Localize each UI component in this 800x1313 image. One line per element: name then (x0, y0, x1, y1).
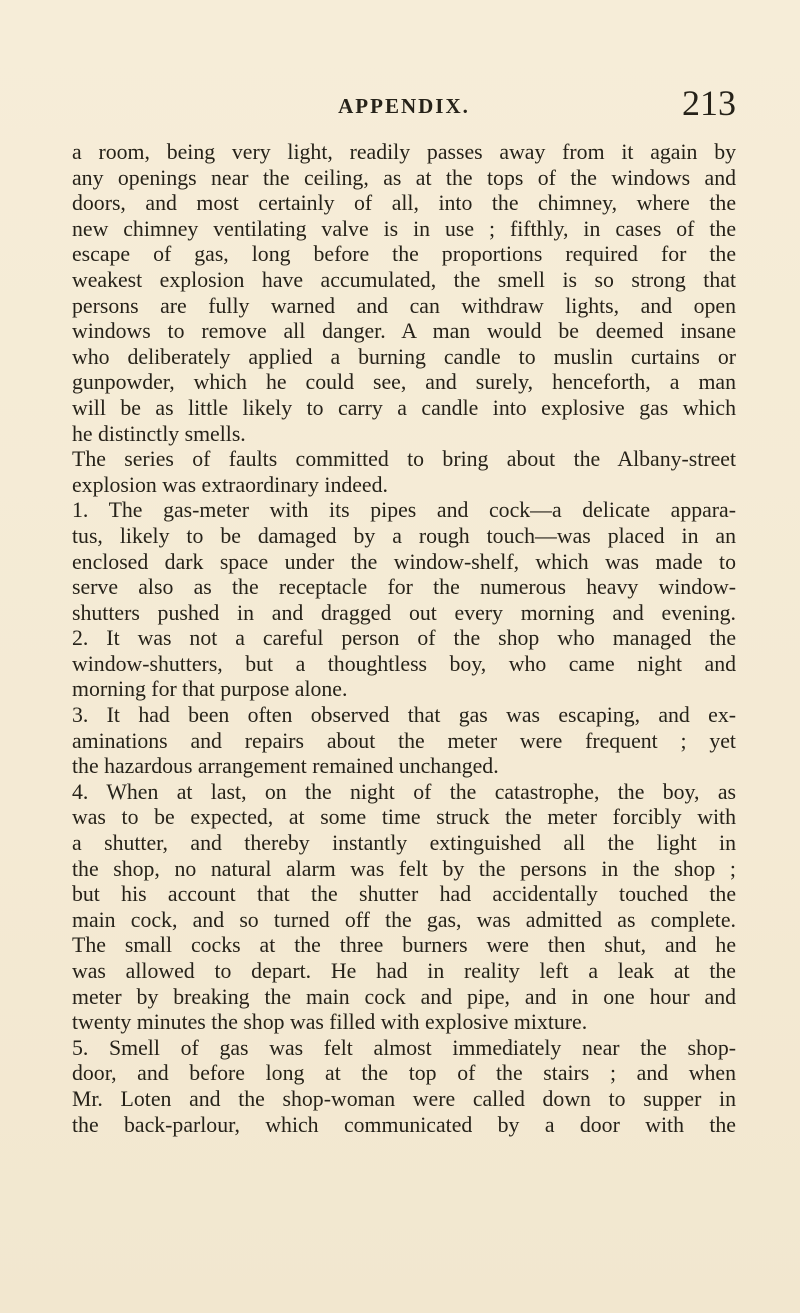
text-line: persons are fully warned and can withdraw lights, and open (72, 293, 736, 318)
text-line: but his account that the shutter had accidentally touched the (72, 882, 736, 907)
text-line: The small cocks at the three burners were then shut, and he (72, 933, 736, 958)
text-line: window-shutters, but a thoughtless boy, who came night and (72, 651, 736, 676)
text-line: main cock, and so turned off the gas, was admitted as complete. (72, 907, 736, 932)
text-line: explosion was extraordinary indeed. (72, 472, 388, 497)
text-line: Mr. Loten and the shop-woman were called down to supper in (72, 1086, 736, 1111)
text-line: gunpowder, which he could see, and surely, henceforth, a man (72, 370, 736, 395)
text-line: windows to remove all danger. A man would be deemed insane (72, 319, 736, 344)
text-line: 2. It was not a careful person of the shop who managed the (72, 626, 736, 651)
body-text (72, 140, 736, 1138)
text-line: the shop, no natural alarm was felt by the persons in the shop ; (72, 856, 736, 881)
text-line: The series of faults committed to bring about the Albany-street (72, 447, 736, 472)
page-header (72, 83, 736, 128)
text-line: any openings near the ceiling, as at the tops of the windows and (72, 165, 736, 190)
text-line: new chimney ventilating valve is in use ; fifthly, in cases of the (72, 216, 736, 241)
text-line: escape of gas, long before the proportions required for the (72, 242, 736, 267)
text-line: 1. The gas-meter with its pipes and cock—a delicate appara- (72, 498, 736, 523)
text-line: who deliberately applied a burning candle to muslin curtains or (72, 344, 736, 369)
text-line: morning for that purpose alone. (72, 677, 348, 702)
page-number: 213 (682, 83, 736, 123)
running-head: APPENDIX. (338, 94, 470, 118)
text-line: serve also as the receptacle for the numerous heavy window- (72, 575, 736, 600)
text-line: a shutter, and thereby instantly extinguished all the light in (72, 831, 736, 856)
text-line: enclosed dark space under the window-shelf, which was made to (72, 549, 736, 574)
text-line: aminations and repairs about the meter were frequent ; yet (72, 728, 736, 753)
text-line: the back-parlour, which communicated by a door with the (72, 1112, 736, 1137)
text-line: the hazardous arrangement remained unchanged. (72, 754, 499, 779)
text-line: a room, being very light, readily passes away from it again by (72, 140, 736, 164)
text-line: meter by breaking the main cock and pipe, and in one hour and (72, 984, 736, 1009)
text-line: will be as little likely to carry a candle into explosive gas which (72, 395, 736, 420)
text-line: 4. When at last, on the night of the catastrophe, the boy, as (72, 779, 736, 804)
text-line: he distinctly smells. (72, 421, 246, 446)
text-line: twenty minutes the shop was filled with explosive mixture. (72, 1010, 588, 1035)
text-line: door, and before long at the top of the stairs ; and when (72, 1061, 736, 1086)
text-line: tus, likely to be damaged by a rough touch—was placed in an (72, 523, 736, 548)
text-line: was allowed to depart. He had in reality left a leak at the (72, 959, 736, 983)
text-line: shutters pushed in and dragged out every morning and evening. (72, 600, 736, 625)
text-line: weakest explosion have accumulated, the smell is so strong that (72, 267, 736, 292)
text-line: doors, and most certainly of all, into the chimney, where the (72, 191, 736, 216)
text-line: 5. Smell of gas was felt almost immediately near the shop- (72, 1035, 736, 1060)
text-line: 3. It had been often observed that gas was escaping, and ex- (72, 703, 736, 728)
text-line: was to be expected, at some time struck the meter forcibly with (72, 805, 736, 830)
